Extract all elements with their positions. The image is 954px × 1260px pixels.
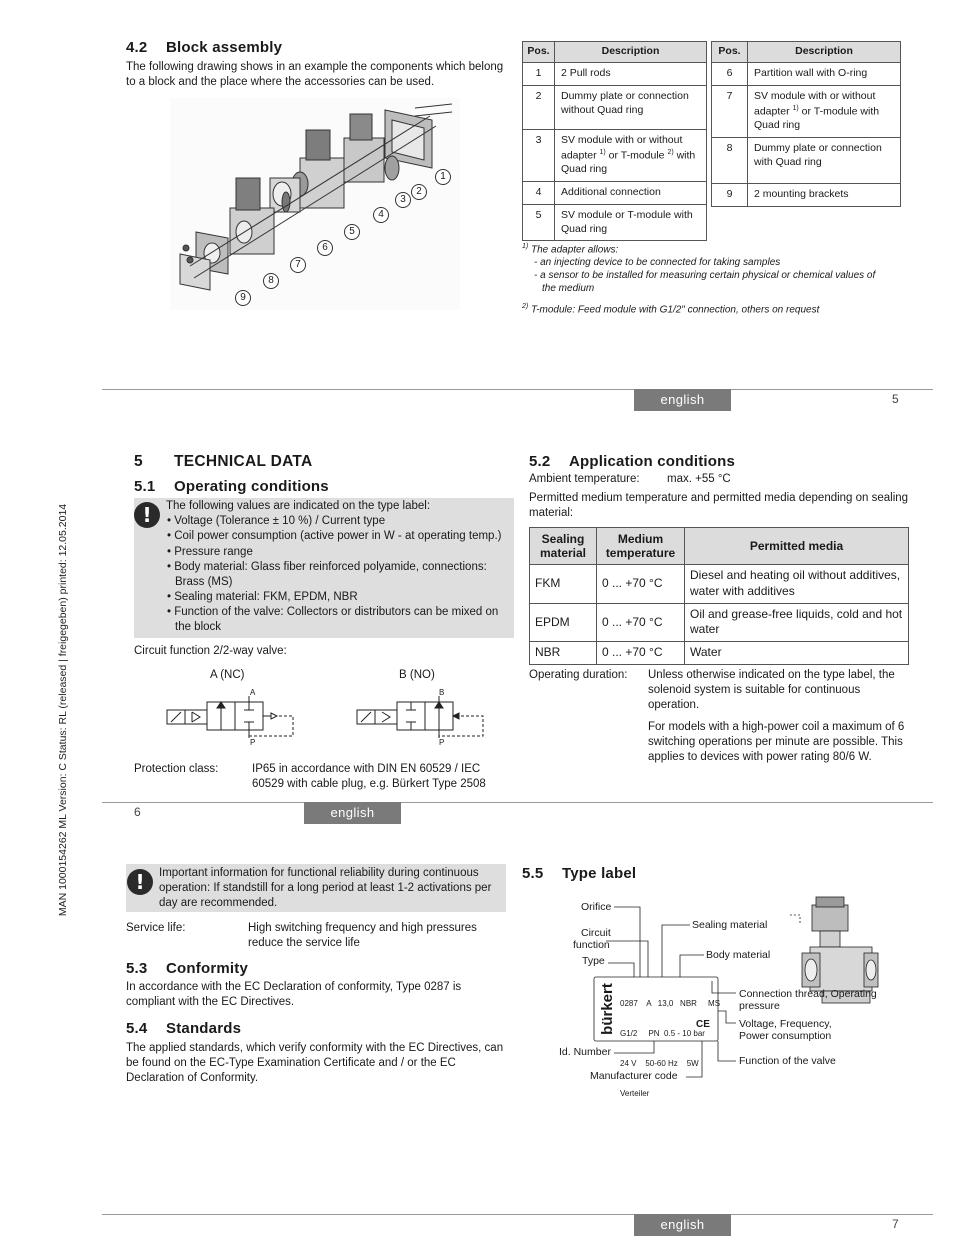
section-5-1-heading: 5.1 Operating conditions: [134, 478, 329, 495]
table-row: EPDM 0 ... +70 °C Oil and grease-free liquids, cold and hot water: [530, 603, 909, 642]
label-sealing-material: Sealing material: [692, 919, 768, 931]
block-assembly-drawing: [170, 98, 460, 310]
label-circuit-function: function: [573, 939, 610, 951]
valve-symbol-nc: [165, 696, 300, 740]
ambient-temp-label: Ambient temperature:: [529, 473, 640, 485]
list-item: • Voltage (Tolerance ± 10 %) / Current type: [167, 515, 386, 528]
section-5-5-heading: 5.5 Type label: [522, 865, 637, 882]
section-5-4-heading: 5.4 Standards: [126, 1020, 242, 1037]
page-number: 7: [892, 1217, 899, 1231]
document-side-info: [58, 470, 70, 950]
callout-3: 3: [395, 192, 411, 208]
valve-symbol-no: [355, 696, 490, 740]
label-orifice: Orifice: [581, 901, 612, 913]
label-pressure: pressure: [739, 1000, 780, 1012]
label-voltage: Voltage, Frequency,: [739, 1018, 832, 1030]
callout-1: 1: [435, 169, 451, 185]
no-label: B (NO): [399, 669, 435, 681]
callout-7: 7: [290, 257, 306, 273]
table-row: 2 Dummy plate or connection without Quad ring: [523, 85, 707, 129]
label-circuit: Circuit: [581, 927, 611, 939]
protection-class-label: Protection class:: [134, 763, 219, 775]
page-number: 6: [134, 805, 141, 819]
callout-6: 6: [317, 240, 333, 256]
label-type: Type: [582, 955, 605, 967]
position-table-right: [711, 41, 901, 207]
language-tab: english: [634, 389, 731, 411]
header-description: Description: [748, 42, 901, 63]
header-pos: Pos.: [523, 42, 555, 63]
label-id-number: Id. Number: [559, 1046, 611, 1058]
ambient-temp-value: max. +55 °C: [667, 473, 731, 485]
section-number: 4.2: [126, 39, 148, 56]
callout-5: 5: [344, 224, 360, 240]
port-a-label: A: [250, 688, 256, 697]
label-power: Power consumption: [739, 1030, 832, 1042]
section-5-heading: 5 TECHNICAL DATA: [134, 453, 313, 470]
footer-rule: [102, 389, 933, 390]
list-item: • Function of the valve: Collectors or distributors can be mixed on the block: [167, 606, 499, 634]
protection-class-text: IP65 in accordance with DIN EN 60529 / IEC 60529 with cable plug, e.g. Bürkert Type 2508: [252, 763, 486, 791]
conformity-text: In accordance with the EC Declaration of conformity, Type 0287 is compliant with the EC Directives.: [126, 981, 462, 1009]
label-body-material: Body material: [706, 949, 771, 961]
section-4-2-text: The following drawing shows in an example the components which belong to a block and the place where the accessories can be used.: [126, 61, 504, 89]
table-row: 5 SV module or T-module with Quad ring: [523, 204, 707, 241]
permitted-media-text: Permitted medium temperature and permitted media depending on sealing material:: [529, 492, 909, 520]
list-item: • Body material: Glass fiber reinforced polyamide, connections: Brass (MS): [167, 560, 487, 588]
nc-label: A (NC): [210, 669, 245, 681]
section-4-2-heading: [126, 38, 282, 58]
footnotes: $^{1)}$ The adapter allows: - an injecting device to be connected for taking samples - a sensor to be installed for measuring certain physical or chemical values of the medium $^{2)}$ T-module: Feed module with G1/2" connection, others on request: [522, 243, 876, 316]
service-life-label: Service life:: [126, 922, 186, 934]
ce-mark: CE: [696, 1019, 710, 1030]
list-item: • Coil power consumption (active power in W - at operating temp.): [167, 530, 502, 543]
language-tab: english: [634, 1214, 731, 1236]
important-info-text: Important information for functional reliability during continuous operation: If standstill for a long period at least 1-2 activations per day are recommended.: [159, 867, 492, 910]
port-p-label: P: [250, 738, 256, 747]
table-row: 4 Additional connection: [523, 181, 707, 204]
circuit-function-label: Circuit function 2/2-way valve:: [134, 645, 287, 657]
label-function: Function of the valve: [739, 1055, 836, 1067]
list-item: • Pressure range: [167, 545, 253, 558]
type-label-plate-text: 0287 A 13,0 NBR MS G1/2 PN 0.5 - 10 bar 24 V 50-60 Hz 5W Verteiler: [620, 999, 721, 1098]
callout-9: 9: [235, 290, 251, 306]
table-row: 6 Partition wall with O-ring: [712, 62, 901, 85]
language-tab: english: [304, 802, 401, 824]
application-conditions-table: Sealing material Medium temperature Permitted media FKM 0 ... +70 °C Diesel and heating oil without additives, water with additives EPDM 0 ... +70 °C Oil and grease-free liquids, cold and hot water NBR 0 ... +70 °C Water: [529, 527, 909, 665]
warning-icon: !: [134, 502, 160, 528]
service-life-text: High switching frequency and high pressures reduce the service life: [248, 922, 477, 950]
table-row: 9 2 mounting brackets: [712, 183, 901, 206]
table-row: 3 SV module with or without adapter $^{1)}$ or T-module $^{2)}$ with Quad ring: [523, 129, 707, 181]
port-b-label: B: [439, 688, 445, 697]
table-row: NBR 0 ... +70 °C Water: [530, 642, 909, 665]
footer-rule: [102, 802, 933, 803]
callout-2: 2: [411, 184, 427, 200]
section-5-3-heading: 5.3 Conformity: [126, 960, 248, 977]
table-row: 7 SV module with or without adapter $^{1)}$ or T-module with Quad ring: [712, 85, 901, 137]
label-connection-thread: Connection thread, Operating: [739, 988, 877, 1000]
section-title: Block assembly: [166, 39, 283, 56]
operating-duration-text: Unless otherwise indicated on the type label, the solenoid system is suitable for continuous operation. For models with a high-power coil a maximum of 6 switching operations per minute are possible. This applies to devices with power rating 80/6 W.: [648, 669, 905, 763]
table-row: 8 Dummy plate or connection with Quad ring: [712, 137, 901, 183]
table-row: FKM 0 ... +70 °C Diesel and heating oil without additives, water with additives: [530, 565, 909, 604]
port-p-label: P: [439, 738, 445, 747]
position-table-left: [522, 41, 707, 241]
operating-duration-label: Operating duration:: [529, 669, 628, 681]
header-description: Description: [555, 42, 707, 63]
section-5-2-heading: 5.2 Application conditions: [529, 453, 736, 470]
list-item: • Sealing material: FKM, EPDM, NBR: [167, 591, 358, 604]
callout-4: 4: [373, 207, 389, 223]
burkert-logo: bürkert: [599, 983, 617, 1035]
type-label-values-list: [166, 514, 516, 635]
header-pos: Pos.: [712, 42, 748, 63]
type-label-info-text: The following values are indicated on the type label: • Voltage (Tolerance ± 10 %) / Current type • Coil power consumption (active power in W - at operating temp.) • Pressure range • Body material: Glass fiber reinforced polyamide, connections: Brass (MS) • Sealing material: FKM, EPDM, NBR • Function of the valve: Collectors or distributors can be mixed on the block: [166, 499, 516, 636]
table-row: 1 2 Pull rods: [523, 62, 707, 85]
page-number: 5: [892, 392, 899, 406]
side-info-text: MAN 1000154262 ML Version: C Status: RL (released | freigegeben) printed: 12.05.2014: [57, 503, 70, 917]
footer-rule: [102, 1214, 933, 1215]
label-manufacturer-code: Manufacturer code: [590, 1070, 678, 1082]
callout-8: 8: [263, 273, 279, 289]
standards-text: The applied standards, which verify conformity with the EC Directives, can be found on the EC-Type Examination Certificate and / or the EC Declaration of Conformity.: [126, 1042, 504, 1085]
warning-icon: !: [127, 869, 153, 895]
